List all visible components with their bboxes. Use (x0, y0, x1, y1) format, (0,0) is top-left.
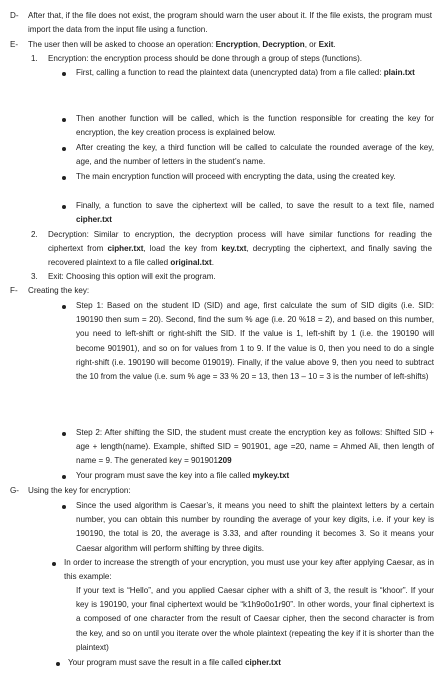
section-d-label: D- (10, 11, 19, 20)
bullet (62, 475, 66, 479)
sep: , or (304, 40, 319, 49)
op-exit: Exit (318, 40, 334, 49)
section-g-text: Using the key for encryption: (28, 486, 131, 495)
encryption-heading: Encryption: the encryption process should be done through a group of steps (functions). (48, 54, 363, 63)
enc-bullet-4: The main encryption function will proceed with encrypting the data, using the created key. (76, 172, 396, 181)
exit-text: Exit: Choosing this option will exit the program. (48, 272, 216, 281)
key-step-2-bold: 209 (218, 456, 232, 466)
section-f-label: F- (10, 286, 18, 295)
op-decryption: Decryption (262, 40, 305, 49)
key-save-text: Your program must save the key into a file called (76, 471, 253, 480)
key-step-2 (76, 426, 434, 469)
bullet (56, 662, 60, 666)
section-f-text: Creating the key: (28, 286, 90, 295)
op-encryption: Encryption (215, 40, 258, 49)
dec-t2: , load the key from (143, 244, 222, 254)
enc-bullet-3: After creating the key, a third function will be called to calculate the rounded average of the key, age, and the number of letters in the student’s name. (76, 143, 434, 167)
dec-t4: . (211, 258, 214, 268)
bullet (62, 72, 66, 76)
section-g-label: G- (10, 486, 19, 495)
file-cipher: cipher.txt (76, 215, 112, 225)
end: . (333, 40, 336, 49)
enc-bullet-1 (76, 66, 434, 80)
enc-b1-text: First, calling a function to read the plaintext data (unencrypted data) from a file called: (76, 68, 384, 77)
section-f (10, 284, 432, 298)
section-g (10, 484, 432, 498)
ol-num-2: 2. (31, 230, 38, 239)
sep: , (257, 40, 263, 49)
bullet (52, 562, 56, 566)
section-e-label: E- (10, 40, 19, 49)
section-d (10, 9, 432, 37)
file-mykey: mykey.txt (252, 471, 290, 480)
file-plain: plain.txt (383, 68, 415, 77)
enc-bullet-5 (76, 199, 434, 227)
bullet (62, 147, 66, 151)
bullet (62, 205, 66, 209)
section-d-text: After that, if the file does not exist, the program should warn the user about it. If the file exists, the program must import the data from the input file using a function. (28, 11, 432, 35)
using-key-save (68, 656, 434, 670)
key-step-2-text: Step 2: After shifting the SID, the student must create the encryption key as follows: Shifted SID + age + length(name). Example, shifted SID = 901901, age =20, name = Ahmed Ali, then length of name = 9. The generated key = 901901 (76, 428, 434, 466)
section-e (10, 38, 432, 52)
dec-t1: Decryption: Similar to encryption, the decryption process will have similar functions for reading the ciphertext from (48, 230, 432, 254)
enc-b5-text: Finally, a function to save the ciphertext will be called, to save the result to a text file, named (76, 201, 434, 210)
ol-num-3: 3. (31, 272, 38, 281)
enc-bullet-2: Then another function will be called, which is the function responsible for creating the key for encryption, the key creation process is explained below. (76, 114, 434, 138)
bullet (62, 432, 66, 436)
using-key-2: In order to increase the strength of your encryption, you must use your key after applying Caesar, as in this example: (64, 558, 434, 582)
bullet (62, 505, 66, 509)
file-key: key.txt (221, 244, 247, 254)
using-key-save-text: Your program must save the result in a file called (68, 658, 245, 667)
bullet (62, 118, 66, 122)
ol-num-1: 1. (31, 54, 38, 63)
bullet (62, 305, 66, 309)
decryption-text (48, 228, 432, 271)
bullet (62, 176, 66, 180)
using-key-2-example: If your text is “Hello”, and you applied Caesar cipher with a shift of 3, the result is “khoor”. If your key is 190190, your final ciphertext would be “k1h9o0o1r90”. In other words, your final ciphertext is a composed of one character from the result of Caesar cipher, then the second character is from the key, and so on until you iterate over the whole plaintext (repeating the key if it is shorter than the plaintext) (76, 586, 434, 652)
section-e-lead: The user then will be asked to choose an operation: (28, 40, 216, 49)
file-cipher: cipher.txt (244, 658, 281, 667)
section-e-text (28, 38, 432, 52)
key-step-1: Step 1: Based on the student ID (SID) and age, first calculate the sum of SID digits (i.e. SID: 190190 then sum = 20). Second, find the sum % age (i.e. 20 %18 = 2), and based on this number, you need to left-shift or right-shift the SID. If the value is 1, left-shift by 1 (i.e. the 190190 will become 901901), and so on for values from 1 to 9. If the value is 0, then you need to do a single right-shift (i.e. 190190 will become 019019). Finally, if the value above 9, then you need to subtract the 10 from the value (i.e. sum % age = 33 % 20 = 13, then 13 – 10 = 3 is the number of left-shifts) (76, 301, 434, 382)
file-cipher: cipher.txt (107, 244, 144, 254)
using-key-1: Since the used algorithm is Caesar’s, it means you need to shift the plaintext letters by a certain number, you can obtain this number by rounding the average of your key digits, i.e. if your key is 190190, the total is 20, the average is 3.33, and after rounding it becomes 3. So it means your Caesar algorithm will perform shifting by three digits. (76, 501, 434, 553)
file-original: original.txt (170, 258, 212, 268)
key-save (76, 469, 434, 483)
dec-t3: , decrypting the ciphertext, and finally saving the recovered plaintext to a file called (48, 244, 432, 268)
